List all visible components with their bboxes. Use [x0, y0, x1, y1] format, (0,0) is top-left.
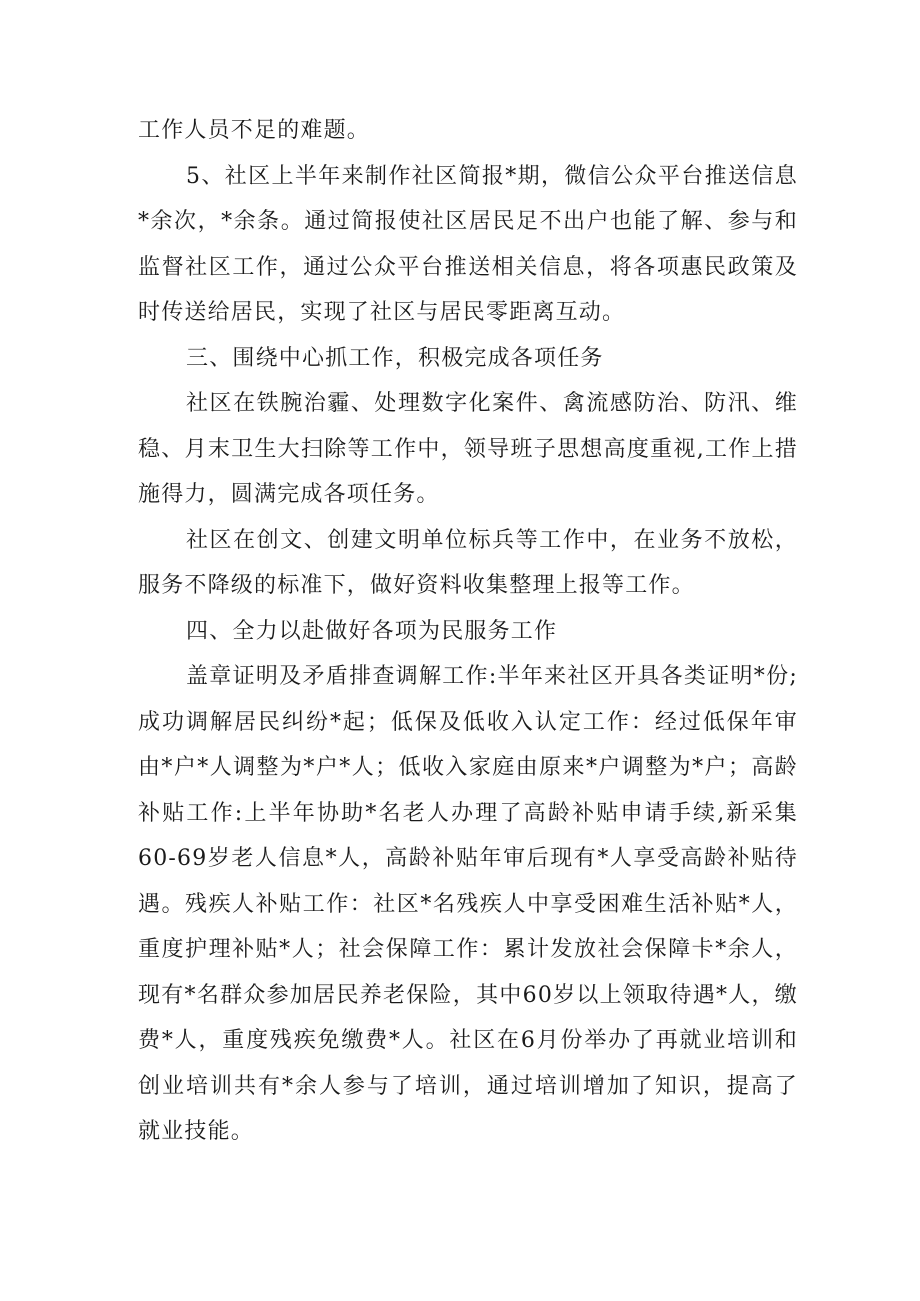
document-body	[138, 108, 798, 1155]
paragraph-continuation: 工作人员不足的难题。	[138, 118, 371, 143]
paragraph-civilization: 社区在创文、创建文明单位标兵等工作中，在业务不放松，服务不降级的标准下，做好资料收集整理上报等工作。	[138, 527, 798, 598]
section-heading-3: 三、围绕中心抓工作，积极完成各项任务	[186, 345, 604, 371]
paragraph-item-5: 5、社区上半年来制作社区简报*期，微信公众平台推送信息*余次，*余条。通过简报使社区居民足不出户也能了解、参与和监督社区工作，通过公众平台推送相关信息，将各项惠民政策及时传送给居民，实现了社区与居民零距离互动。	[138, 163, 798, 325]
section-heading-4: 四、全力以赴做好各项为民服务工作	[186, 618, 558, 644]
paragraph-services: 盖章证明及矛盾排查调解工作:半年来社区开具各类证明*份;成功调解居民纠纷*起；低保及低收入认定工作：经过低保年审由*户*人调整为*户*人；低收入家庭由原来*户调整为*户；高龄补贴工作:上半年协助*名老人办理了高龄补贴申请手续,新采集60-69岁老人信息*人，高龄补贴年审后现有*人享受高龄补贴待遇。残疾人补贴工作：社区*名残疾人中享受困难生活补贴*人，重度护理补贴*人；社会保障工作：累计发放社会保障卡*余人，现有*名群众参加居民养老保险，其中60岁以上领取待遇*人，缴费*人，重度残疾免缴费*人。社区在6月份举办了再就业培训和创业培训共有*余人参与了培训，通过培训增加了知识，提高了就业技能。	[138, 664, 798, 1144]
paragraph-tasks: 社区在铁腕治霾、处理数字化案件、禽流感防治、防汛、维稳、月末卫生大扫除等工作中，领导班子思想高度重视,工作上措施得力，圆满完成各项任务。	[138, 391, 798, 507]
